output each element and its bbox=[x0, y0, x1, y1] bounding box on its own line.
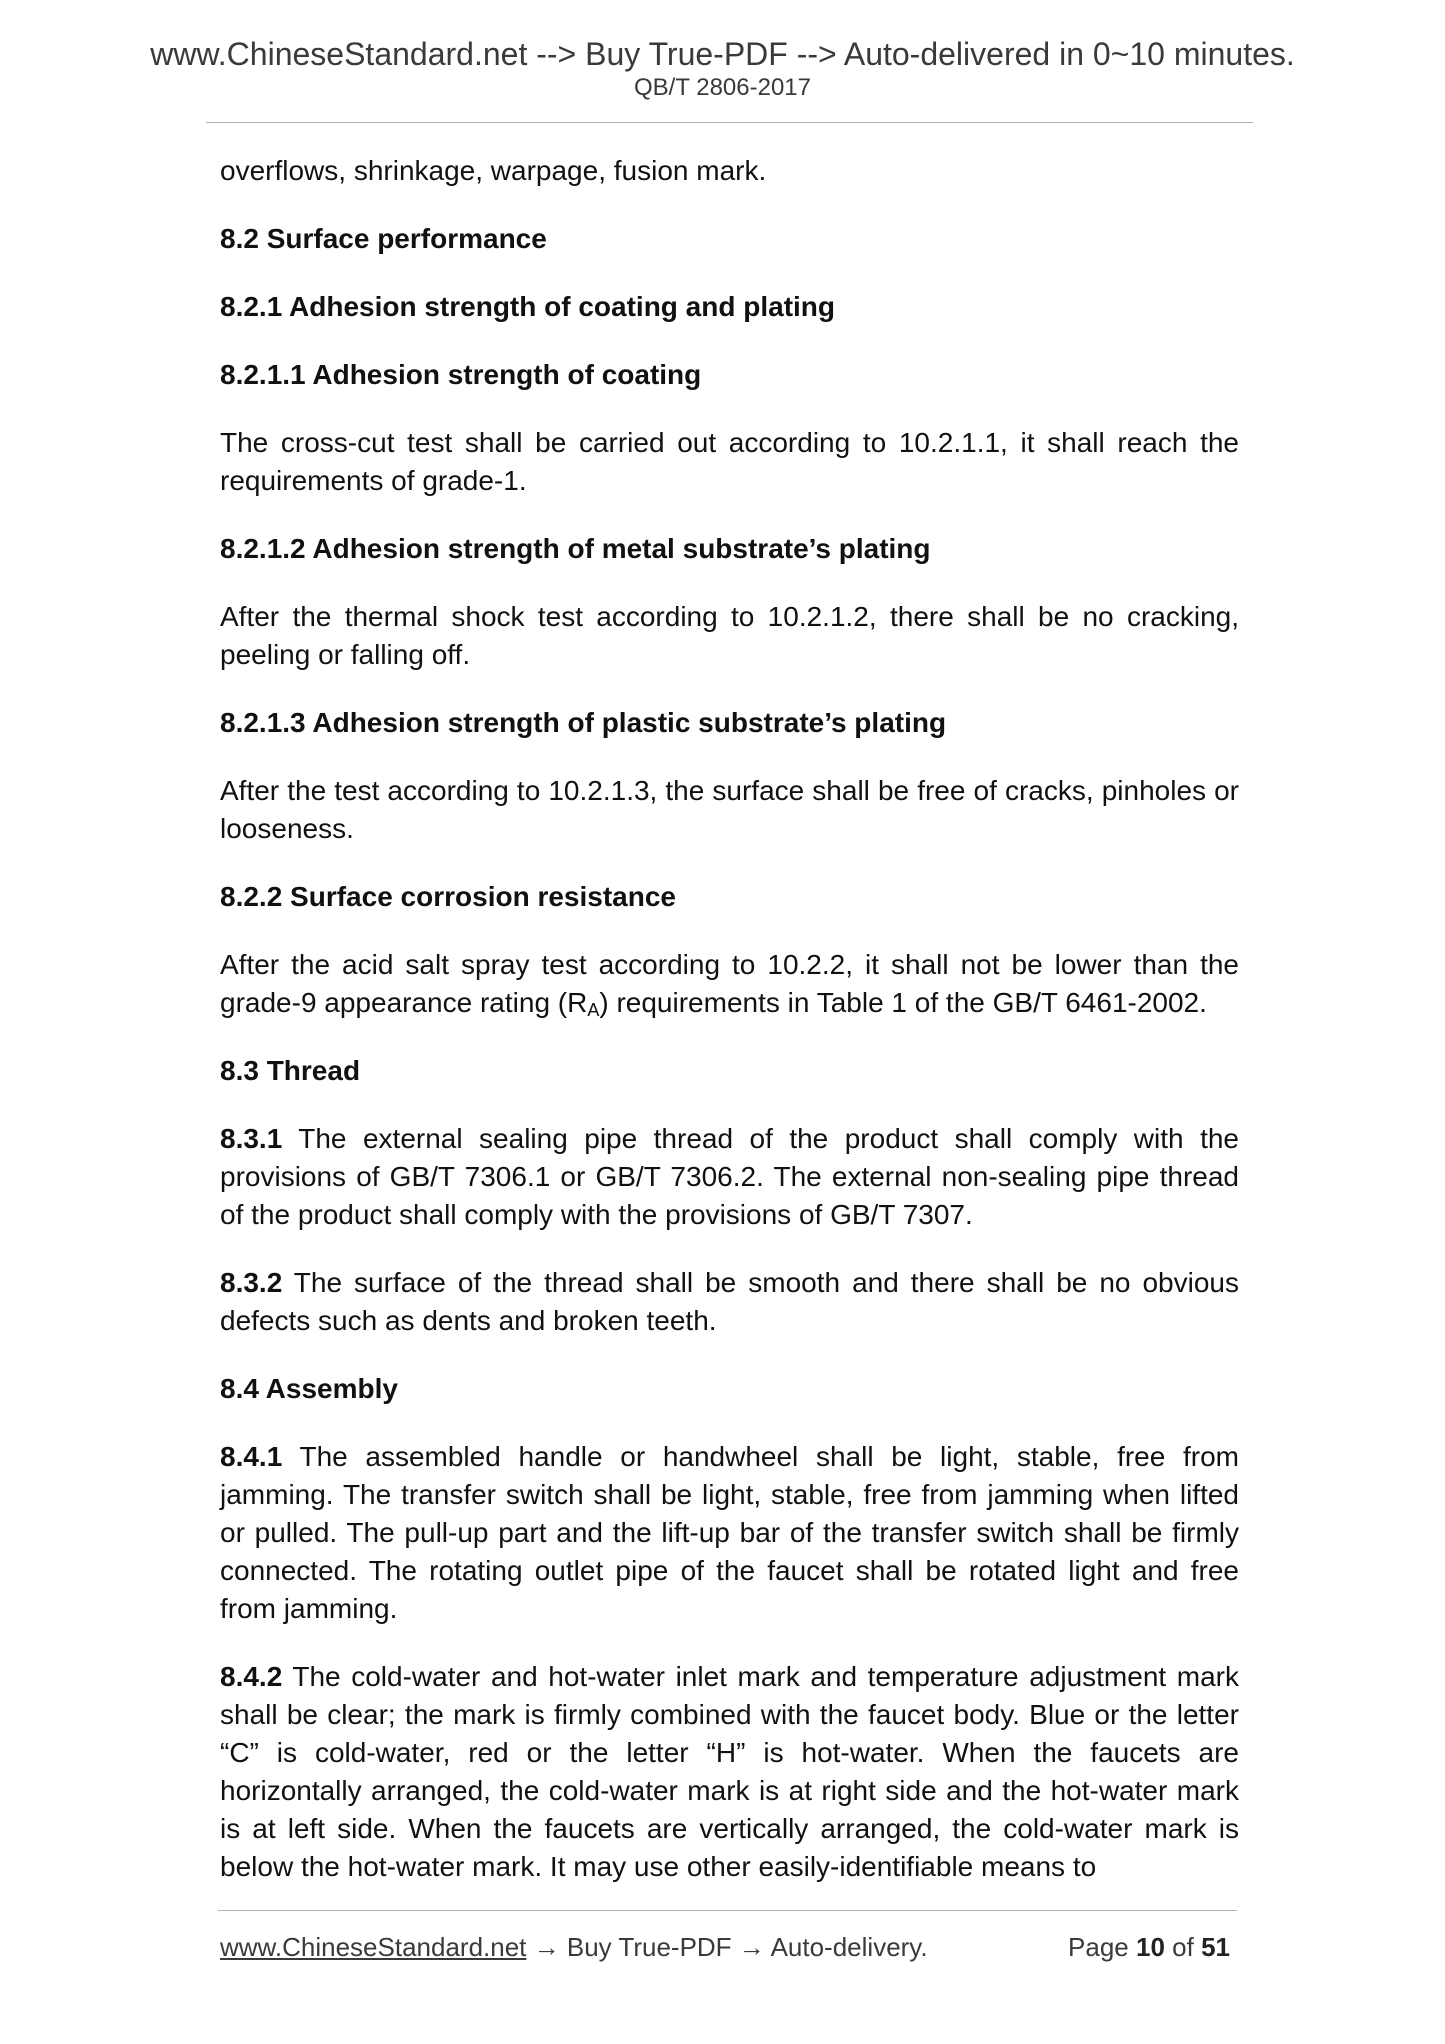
paragraph-8-3-1 bbox=[220, 1120, 1239, 1234]
page-of: of bbox=[1172, 1932, 1194, 1962]
footer-link[interactable]: www.ChineseStandard.net bbox=[220, 1932, 527, 1962]
heading-8-2-1: 8.2.1 Adhesion strength of coating and plating bbox=[220, 291, 836, 322]
heading-8-2-1-2: 8.2.1.2 Adhesion strength of metal substrate’s plating bbox=[220, 533, 931, 564]
clause-text-8-3-2: The surface of the thread shall be smooth and there shall be no obvious defects such as dents and broken teeth. bbox=[220, 1267, 1239, 1336]
clause-number-8-4-2: 8.4.2 bbox=[220, 1661, 283, 1692]
paragraph-continuation: overflows, shrinkage, warpage, fusion mark. bbox=[220, 155, 767, 186]
header-banner: www.ChineseStandard.net --> Buy True-PDF --> Auto-delivered in 0~10 minutes. bbox=[150, 36, 1295, 72]
clause-text-8-4-1: The assembled handle or handwheel shall be light, stable, free from jamming. The transfer switch shall be light, stable, free from jamming when lifted or pulled. The pull-up part and the lift-up bar of the transfer switch shall be firmly connected. The rotating outlet pipe of the faucet shall be rotated light and free from jamming. bbox=[220, 1441, 1239, 1624]
page-total: 51 bbox=[1201, 1932, 1230, 1962]
heading-8-2-1-3: 8.2.1.3 Adhesion strength of plastic substrate’s plating bbox=[220, 707, 947, 738]
paragraph-8-2-1-3: After the test according to 10.2.1.3, the surface shall be free of cracks, pinholes or looseness. bbox=[220, 775, 1239, 844]
clause-number-8-3-2: 8.3.2 bbox=[220, 1267, 283, 1298]
paragraph-8-2-1-1: The cross-cut test shall be carried out according to 10.2.1.1, it shall reach the requirements of grade-1. bbox=[220, 427, 1239, 496]
standard-code: QB/T 2806-2017 bbox=[633, 74, 811, 101]
clause-text-8-4-2: The cold-water and hot-water inlet mark and temperature adjustment mark shall be clear; the mark is firmly combined with the faucet body. Blue or the letter “C” is cold-water, red or the letter “H” is hot-water. When the faucets are horizontally arranged, the cold-water mark is at right side and the hot-water mark is at left side. When the faucets are vertically arranged, the cold-water mark is below the hot-water mark. It may use other easily-identifiable means to bbox=[220, 1661, 1239, 1882]
header-divider bbox=[206, 122, 1253, 123]
paragraph-8-2-2-text-b: ) requirements in Table 1 of the GB/T 6461-2002. bbox=[599, 987, 1207, 1018]
heading-8-2: 8.2 Surface performance bbox=[220, 223, 547, 254]
paragraph-8-2-2-text-a: After the acid salt spray test according to 10.2.2, it shall not be lower than the grade-9 appearance rating (R bbox=[220, 949, 1239, 1018]
paragraph-8-4-2 bbox=[220, 1658, 1239, 1886]
document-body bbox=[220, 152, 1239, 1916]
clause-number-8-3-1: 8.3.1 bbox=[220, 1123, 283, 1154]
heading-8-2-1-1: 8.2.1.1 Adhesion strength of coating bbox=[220, 359, 702, 390]
page-indicator bbox=[1068, 1928, 1230, 1966]
paragraph-8-2-2 bbox=[220, 946, 1239, 1022]
paragraph-8-2-1-2: After the thermal shock test according to 10.2.1.2, there shall be no cracking, peeling or falling off. bbox=[220, 601, 1239, 670]
heading-8-4: 8.4 Assembly bbox=[220, 1373, 398, 1404]
clause-number-8-4-1: 8.4.1 bbox=[220, 1441, 283, 1472]
paragraph-8-3-2 bbox=[220, 1264, 1239, 1340]
page-footer bbox=[220, 1928, 1230, 1966]
page-current: 10 bbox=[1136, 1932, 1165, 1962]
footer-tagline: → Buy True-PDF → Auto-delivery. bbox=[526, 1932, 928, 1962]
subscript-a: A bbox=[587, 1000, 600, 1020]
page-label: Page bbox=[1068, 1932, 1129, 1962]
clause-text-8-3-1: The external sealing pipe thread of the product shall comply with the provisions of GB/T 7306.1 or GB/T 7306.2. The external non-sealing pipe thread of the product shall comply with the provisions of GB/T 7307. bbox=[220, 1123, 1239, 1230]
footer-divider bbox=[218, 1910, 1237, 1911]
heading-8-3: 8.3 Thread bbox=[220, 1055, 361, 1086]
paragraph-8-4-1 bbox=[220, 1438, 1239, 1628]
heading-8-2-2: 8.2.2 Surface corrosion resistance bbox=[220, 881, 676, 912]
